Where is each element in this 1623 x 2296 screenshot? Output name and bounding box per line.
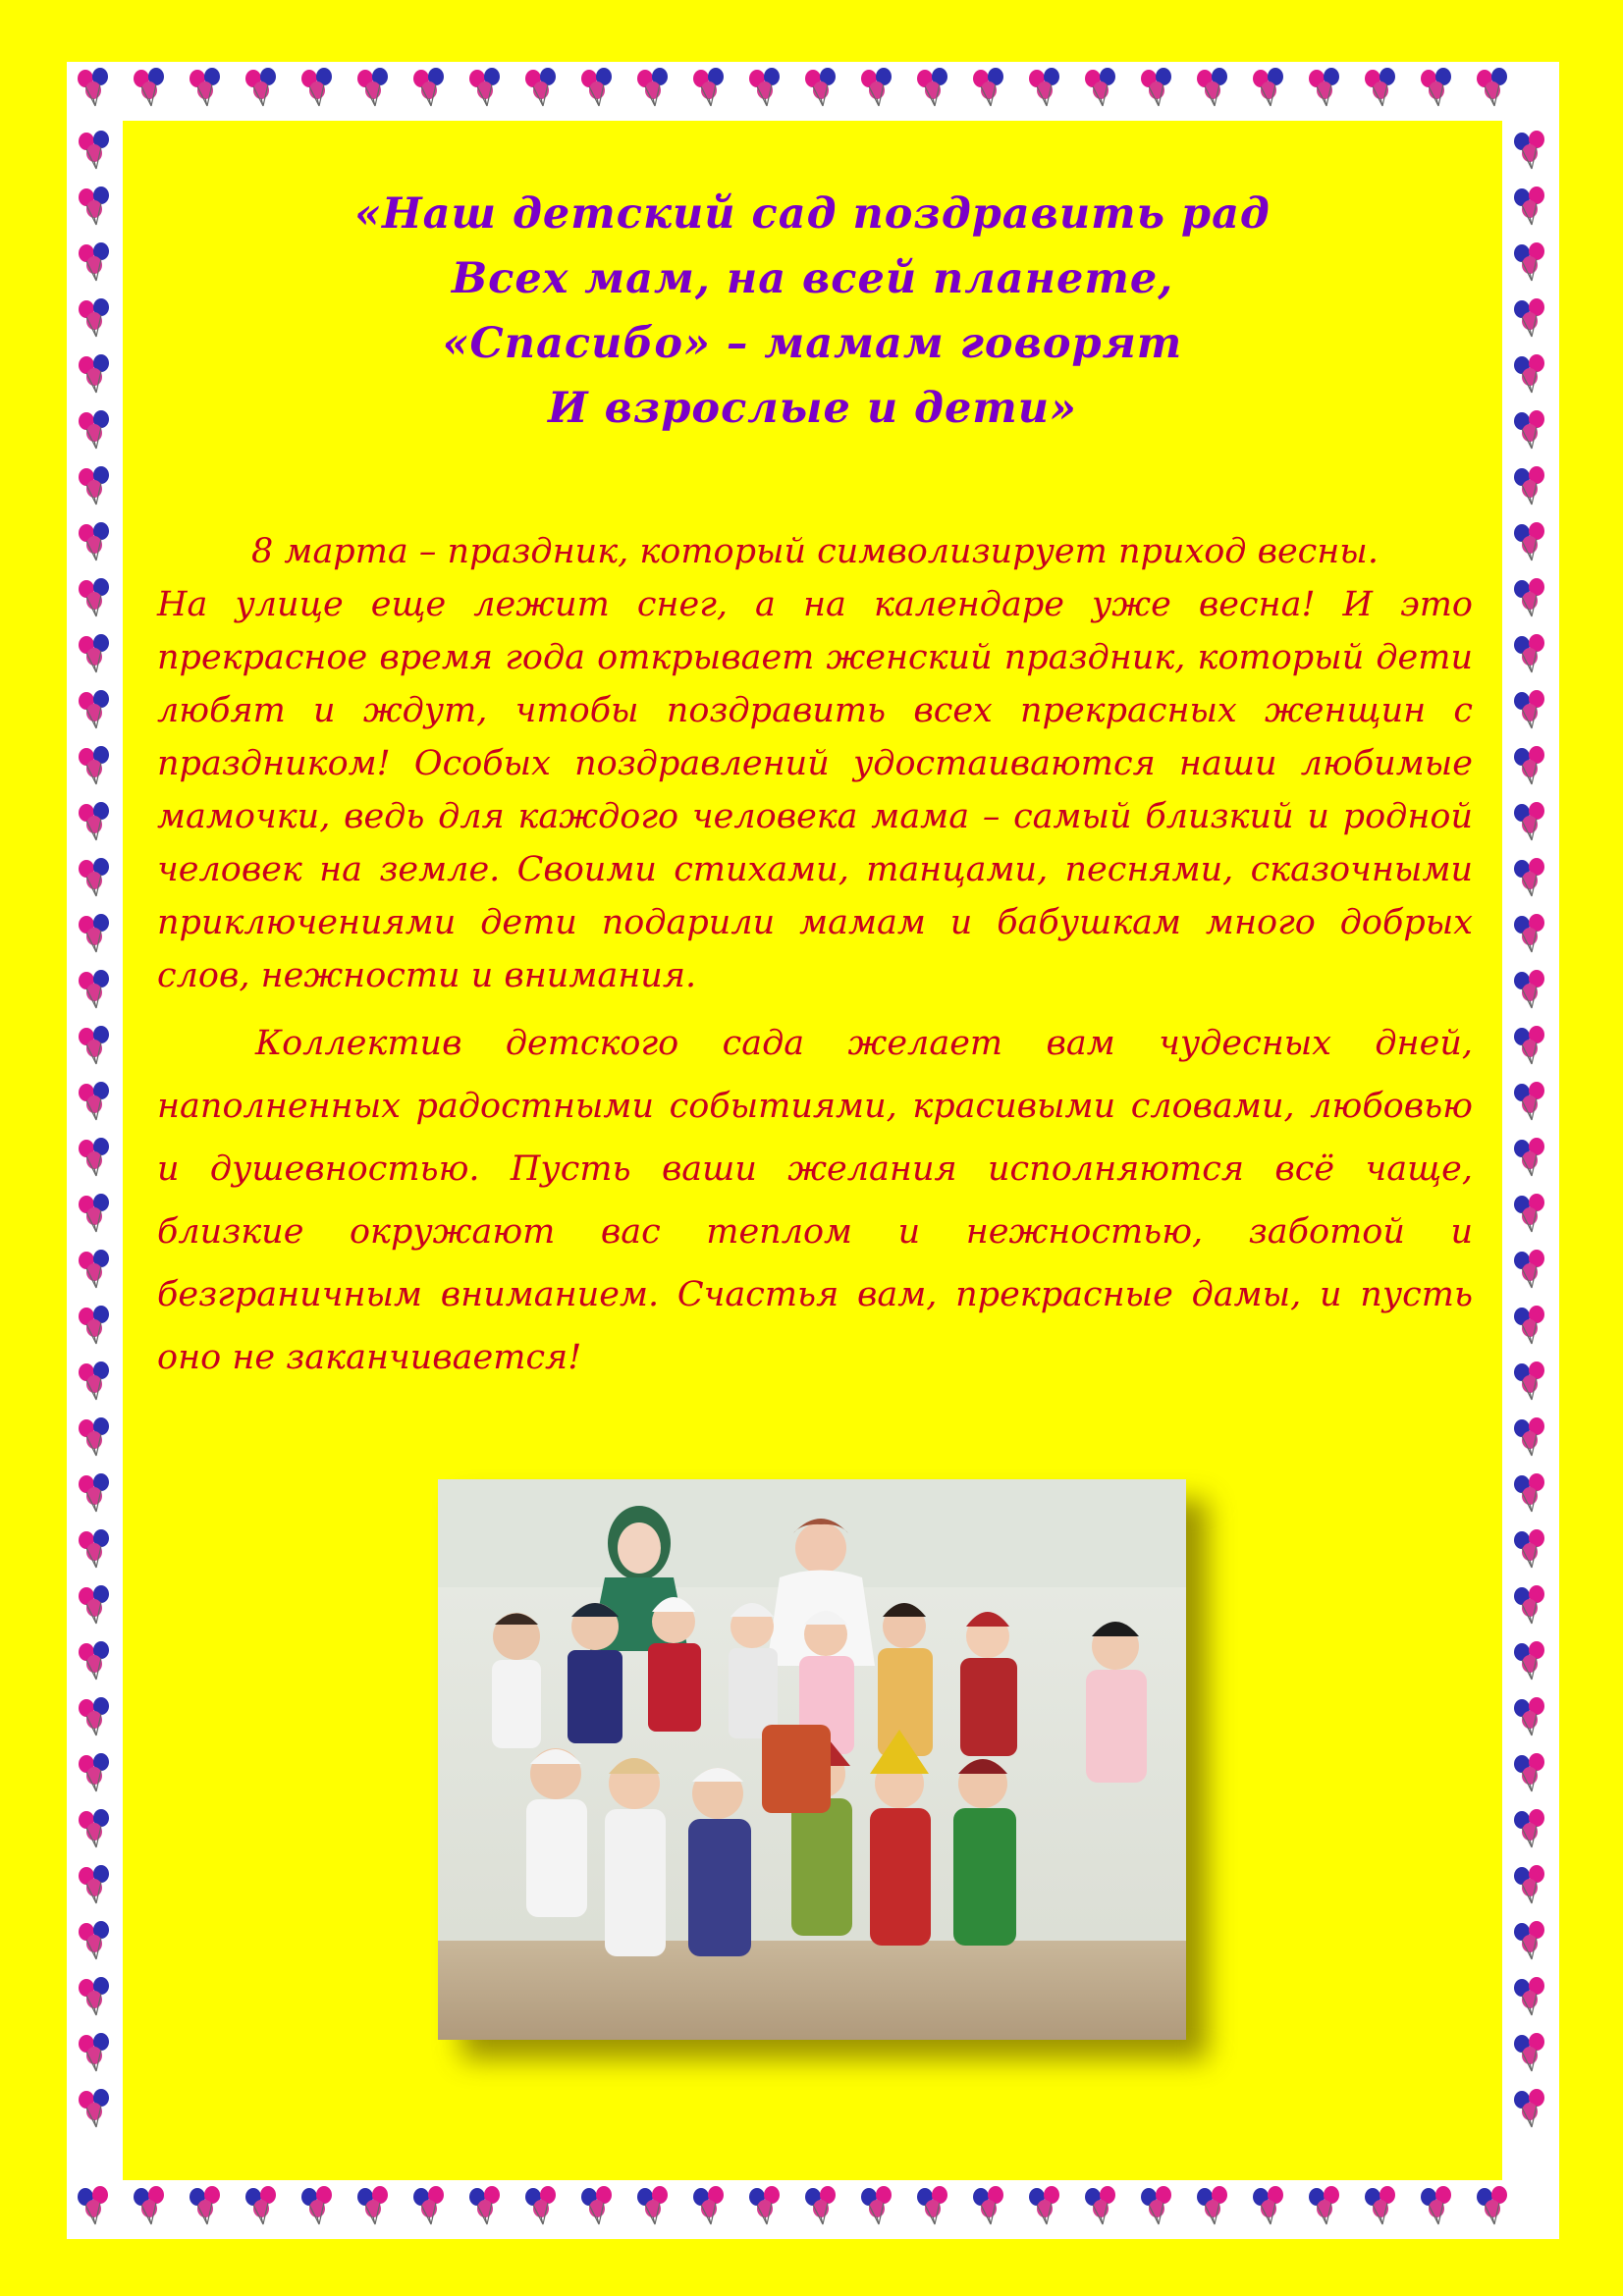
poem-line-2: Всех мам, на всей планете, <box>451 254 1174 303</box>
article-paragraph-1: На улице еще лежит снег, а на календаре уже весна! И это прекрасное время года открывает женский праздник, который дети любят и ждут, чтобы поздравить всех прекрасных женщин с праздником! Особых поздравлений удостаиваются наши любимые мамочки, ведь для каждого человека мама – самый близкий и родной человек на земле. Своими стихами, танцами, песнями, сказочными приключениями дети подарили мамам и бабушкам много добрых слов, нежности и внимания. <box>157 585 1473 995</box>
article-body <box>157 525 1473 1389</box>
article-paragraph-2: Коллектив детского сада желает вам чудесных дней, наполненных радостными событиями, красивыми словами, любовью и душевностью. Пусть ваши желания исполняются всё чаще, близкие окружают вас теплом и нежностью, заботой и безграничным вниманием. Счастья вам, прекрасные дамы, и пусть оно не заканчивается! <box>157 1024 1473 1377</box>
poem-line-3: «Спасибо» – мамам говорят <box>442 319 1183 368</box>
article-intro: 8 марта – праздник, который символизирует приход весны. <box>251 532 1379 571</box>
poem-line-1: «Наш детский сад поздравить рад <box>354 189 1271 239</box>
group-photo-image <box>438 1479 1186 2040</box>
greeting-poem <box>196 182 1429 441</box>
group-photo <box>438 1479 1186 2040</box>
poem-line-4: И взрослые и дети» <box>548 384 1077 433</box>
